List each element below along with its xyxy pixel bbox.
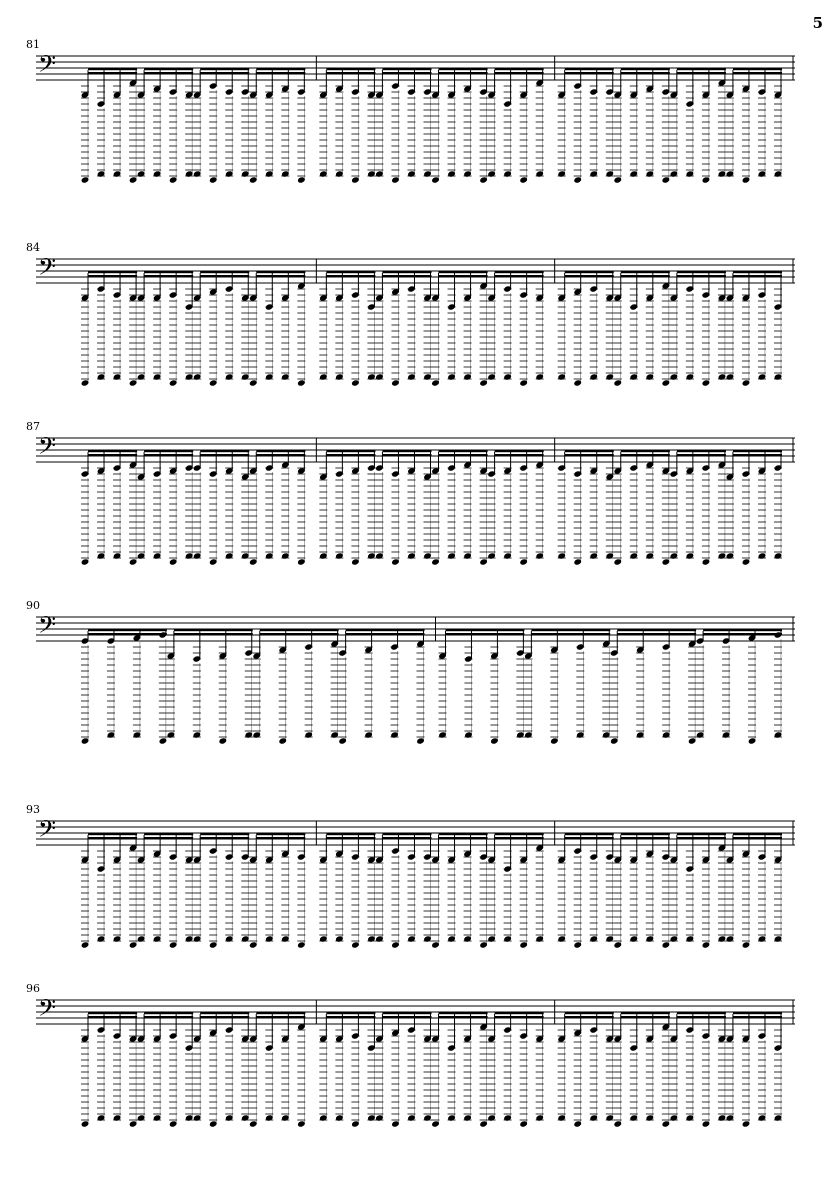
- beam: [439, 271, 488, 273]
- beam: [326, 833, 375, 835]
- beam: [200, 837, 249, 839]
- measure-number: 96: [26, 982, 40, 995]
- beam: [677, 837, 726, 839]
- measure-number: 84: [26, 241, 40, 254]
- beam: [621, 68, 670, 70]
- beam: [677, 72, 726, 74]
- beam: [565, 450, 614, 452]
- beam: [256, 72, 305, 74]
- beam: [144, 1012, 193, 1014]
- beam: [256, 275, 305, 277]
- beam: [531, 629, 610, 631]
- beam: [621, 271, 670, 273]
- beam: [621, 833, 670, 835]
- beam: [677, 833, 726, 835]
- beam: [256, 271, 305, 273]
- beam: [88, 833, 137, 835]
- system-87: [26, 420, 795, 566]
- beam: [382, 271, 431, 273]
- beam: [495, 450, 544, 452]
- beam: [326, 1016, 375, 1018]
- beam: [200, 833, 249, 835]
- beam: [565, 68, 614, 70]
- beam: [88, 454, 137, 456]
- beam: [200, 454, 249, 456]
- beam: [565, 454, 614, 456]
- beam: [200, 275, 249, 277]
- beam: [565, 72, 614, 74]
- beam: [256, 450, 305, 452]
- beam: [346, 633, 425, 635]
- beam: [144, 68, 193, 70]
- beam: [88, 629, 167, 631]
- beam: [439, 450, 488, 452]
- beam: [677, 454, 726, 456]
- beam: [565, 833, 614, 835]
- beam: [260, 629, 339, 631]
- beam: [439, 454, 488, 456]
- beam: [326, 271, 375, 273]
- beam: [733, 837, 782, 839]
- beam: [200, 1012, 249, 1014]
- beam: [495, 275, 544, 277]
- system-81: [26, 38, 795, 184]
- beam: [382, 68, 431, 70]
- beam: [88, 1012, 137, 1014]
- beam: [621, 837, 670, 839]
- beam: [200, 271, 249, 273]
- bass-clef-icon: 𝄢: [38, 50, 56, 83]
- beam: [382, 454, 431, 456]
- beam: [144, 275, 193, 277]
- system-84: [26, 241, 795, 387]
- beam: [703, 629, 782, 631]
- beam: [88, 1016, 137, 1018]
- beam: [439, 68, 488, 70]
- system-90: [26, 599, 795, 745]
- beam: [677, 271, 726, 273]
- measure-number: 81: [26, 38, 40, 51]
- beam: [88, 68, 137, 70]
- beam: [200, 68, 249, 70]
- beam: [256, 837, 305, 839]
- beam: [617, 633, 696, 635]
- measure-number: 87: [26, 420, 40, 433]
- beam: [88, 837, 137, 839]
- beam: [382, 275, 431, 277]
- beam: [144, 271, 193, 273]
- measure-number: 90: [26, 599, 40, 612]
- beam: [495, 454, 544, 456]
- beam: [144, 837, 193, 839]
- beam: [565, 275, 614, 277]
- beam: [733, 833, 782, 835]
- beam: [677, 68, 726, 70]
- beam: [256, 1012, 305, 1014]
- beam: [144, 454, 193, 456]
- beam: [200, 450, 249, 452]
- beam: [495, 271, 544, 273]
- beam: [382, 837, 431, 839]
- beam: [256, 454, 305, 456]
- beam: [174, 633, 253, 635]
- page-number: 5: [813, 14, 823, 32]
- beam: [144, 72, 193, 74]
- beam: [733, 275, 782, 277]
- beam: [326, 454, 375, 456]
- beam: [677, 275, 726, 277]
- beam: [733, 72, 782, 74]
- beam: [256, 1016, 305, 1018]
- bass-clef-icon: 𝄢: [38, 432, 56, 465]
- beam: [621, 72, 670, 74]
- beam: [256, 833, 305, 835]
- beam: [326, 72, 375, 74]
- beam: [733, 271, 782, 273]
- beam: [326, 68, 375, 70]
- beam: [88, 633, 167, 635]
- beam: [531, 633, 610, 635]
- beam: [621, 275, 670, 277]
- bass-clef-icon: 𝄢: [38, 815, 56, 848]
- bass-clef-icon: 𝄢: [38, 253, 56, 286]
- beam: [260, 633, 339, 635]
- beam: [346, 629, 425, 631]
- beam: [677, 450, 726, 452]
- system-93: [26, 803, 795, 949]
- beam: [621, 454, 670, 456]
- beam: [88, 275, 137, 277]
- system-96: [26, 982, 795, 1128]
- beam: [144, 833, 193, 835]
- beam: [256, 68, 305, 70]
- bass-clef-icon: 𝄢: [38, 611, 56, 644]
- beam: [439, 837, 488, 839]
- beam: [495, 833, 544, 835]
- beam: [88, 271, 137, 273]
- bass-clef-icon: 𝄢: [38, 994, 56, 1027]
- beam: [326, 837, 375, 839]
- beam: [621, 450, 670, 452]
- beam: [733, 454, 782, 456]
- measure-number: 93: [26, 803, 40, 816]
- beam: [200, 72, 249, 74]
- beam: [144, 450, 193, 452]
- beam: [326, 450, 375, 452]
- beam: [495, 837, 544, 839]
- beam: [446, 629, 525, 631]
- beam: [144, 1016, 193, 1018]
- beam: [439, 275, 488, 277]
- beam: [617, 629, 696, 631]
- beam: [703, 633, 782, 635]
- beam: [326, 1012, 375, 1014]
- beam: [439, 72, 488, 74]
- beam: [88, 72, 137, 74]
- beam: [495, 68, 544, 70]
- beam: [733, 450, 782, 452]
- beam: [733, 68, 782, 70]
- beam: [382, 450, 431, 452]
- beam: [174, 629, 253, 631]
- beam: [446, 633, 525, 635]
- beam: [382, 833, 431, 835]
- beam: [88, 450, 137, 452]
- beam: [200, 1016, 249, 1018]
- beam: [382, 72, 431, 74]
- beam: [326, 275, 375, 277]
- beam: [495, 72, 544, 74]
- beam: [439, 833, 488, 835]
- beam: [565, 271, 614, 273]
- beam: [565, 837, 614, 839]
